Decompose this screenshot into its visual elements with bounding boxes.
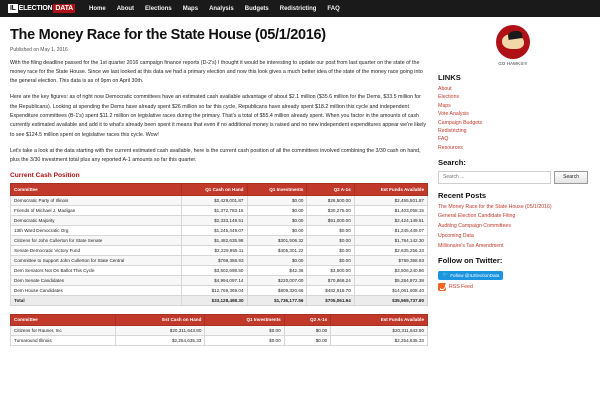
cash-position-table xyxy=(10,183,428,306)
cell-cash: $2,333,149.51 xyxy=(181,215,247,225)
cell-a1s: $3,500.00 xyxy=(307,265,354,275)
cell-total-a1s: $705,061.94 xyxy=(307,295,354,305)
cell-available: $20,311,643.80 xyxy=(331,326,428,336)
paragraph-1-text: With the filing deadline passed for the 1st quarter 2016 campaign finance reports (D-2's) I thought it would be interesting to update our post from last quarter on the state of the money race for the State House. Since we last looked at this data we had a primary election and now this look gives a much better idea of the state of the money race going into the general election. This data is as of 9pm on April 30th. xyxy=(10,59,423,85)
page-title: The Money Race for the State House (05/1/2016) xyxy=(10,27,326,43)
cell-investments: $0.00 xyxy=(247,205,307,215)
cell-investments: $0.00 xyxy=(247,255,307,265)
recent-post-money-race[interactable]: The Money Race for the State House (05/1/2016) xyxy=(438,203,552,210)
logo-data: DATA xyxy=(55,5,74,12)
sidebar-item-redistricting[interactable]: Redistricting xyxy=(438,127,467,134)
blackhawks-logo-icon xyxy=(496,25,530,59)
nav-item-maps[interactable]: Maps xyxy=(182,5,199,12)
cell-cash: $1,245,449.07 xyxy=(181,225,247,235)
table-row xyxy=(11,225,428,235)
twitter-follow-button[interactable] xyxy=(438,271,503,280)
cell-investments: $0.00 xyxy=(247,195,307,205)
rss-label: RSS Feed xyxy=(449,284,473,291)
site-logo[interactable] xyxy=(8,4,75,13)
table-row xyxy=(11,195,428,205)
cell-available: $2,424,149.51 xyxy=(354,215,427,225)
sidebar-item-elections[interactable]: Elections xyxy=(438,94,460,101)
col-committee: Committee xyxy=(11,184,182,196)
list-item xyxy=(438,128,588,134)
search-form xyxy=(438,171,588,184)
cell-cash: $2,429,001.87 xyxy=(181,195,247,205)
cell-cash: $1,482,635.98 xyxy=(181,235,247,245)
cell-committee: Committee to Support John Cullerton for State Central xyxy=(11,255,182,265)
cell-investments: $405,301.22 xyxy=(247,245,307,255)
recent-post-general-election-filing[interactable]: General Election Candidate Filing xyxy=(438,213,516,220)
cell-investments: $0.00 xyxy=(247,225,307,235)
rss-icon xyxy=(438,283,446,291)
cell-committee: Citizens for John Cullerton for State Senate xyxy=(11,235,182,245)
logo-il: IL xyxy=(10,5,16,12)
sidebar-item-maps[interactable]: Maps xyxy=(438,102,451,109)
list-item xyxy=(438,111,588,117)
recent-post-millionaires-tax[interactable]: Millionaire's Tax Amendment xyxy=(438,242,504,249)
cell-a1s: $0.00 xyxy=(307,225,354,235)
sidebar-item-resources[interactable]: Resources xyxy=(438,144,463,151)
cell-cash: $12,769,369.04 xyxy=(181,285,247,295)
table-header-row xyxy=(11,184,428,196)
cell-investments: $0.00 xyxy=(205,326,284,336)
col-committee: Committee xyxy=(11,314,116,326)
article-paragraph-2: Here are the key figures: as of right now Democratic committees have an estimated cash available advantage of about $2.1 million ($35.6 million for the Dems, $33.5 million for the Republicans). Looking at spending the Dems have already spent $26 million so far this cycle, Republicans have already spent $18.2 million this cycle and independent Expenditure committees (B-1's) spent $11.2 million on legislative races during the primary. That's a total of $55.4 million already spent. When you factor in the amounts of cash currently estimated available and add it to what's already been spent it means that even if no additional money is raised and no new independent expenditures appear we're likely to see $124.5 million spent on legislative races this cycle. Wow! xyxy=(10,94,427,138)
cell-cash: $3,502,698.50 xyxy=(181,265,247,275)
recent-post-upcoming-data[interactable]: Upcoming Data xyxy=(438,232,474,239)
cell-a1s: $91,000.00 xyxy=(307,215,354,225)
cell-committee: Democratic Party of Illinois xyxy=(11,195,182,205)
table-row xyxy=(11,205,428,215)
twitter-bird-icon: 🐦 xyxy=(442,272,449,279)
list-item xyxy=(438,94,588,100)
cell-a1s: $0.00 xyxy=(307,255,354,265)
list-item xyxy=(438,136,588,142)
col-est-funds-available: Est Funds Available xyxy=(354,184,427,196)
list-item xyxy=(438,204,588,211)
list-item xyxy=(438,120,588,126)
sidebar-links-list xyxy=(438,86,588,151)
cell-cash: $2,254,635.33 xyxy=(116,336,205,346)
search-input[interactable] xyxy=(438,171,551,184)
nav-item-faq[interactable]: FAQ xyxy=(327,5,340,12)
top-navbar xyxy=(0,0,600,17)
cell-total-cash: $33,128,498.30 xyxy=(181,295,247,305)
col-q1-investments: Q1 Investments xyxy=(247,184,307,196)
cell-available: $14,061,608.40 xyxy=(354,285,427,295)
col-q1-cash-on-hand: Q1 Cash on Hand xyxy=(181,184,247,196)
nav-item-home[interactable]: Home xyxy=(89,5,106,12)
cell-available: $2,455,501.87 xyxy=(354,195,427,205)
table-row xyxy=(11,285,428,295)
col-q2-a1s: Q2 A-1s xyxy=(284,314,331,326)
cell-a1s: $70,868.24 xyxy=(307,275,354,285)
cell-available: $769,358.93 xyxy=(354,255,427,265)
cell-committee: Democratic Majority xyxy=(11,215,182,225)
cell-available: $1,245,449.07 xyxy=(354,225,427,235)
search-heading: Search: xyxy=(438,157,466,167)
table-total-row xyxy=(11,295,428,305)
col-est-cash-on-hand: Est Cash on Hand xyxy=(116,314,205,326)
publish-date: Published on May 1, 2016 xyxy=(10,46,68,53)
cell-cash: $2,229,955.11 xyxy=(181,245,247,255)
cell-investments: $0.00 xyxy=(247,215,307,225)
recent-posts-list xyxy=(438,204,588,250)
page-body xyxy=(0,17,600,346)
rss-feed-link[interactable] xyxy=(438,283,588,291)
cell-cash: $4,994,097.14 xyxy=(181,275,247,285)
nav-item-budgets[interactable]: Budgets xyxy=(244,5,269,12)
cell-total-label: Total xyxy=(11,295,182,305)
table-row xyxy=(11,326,428,336)
cell-a1s: $30,275.00 xyxy=(307,205,354,215)
cell-available: $2,254,635.33 xyxy=(331,336,428,346)
cell-available: $1,403,058.15 xyxy=(354,205,427,215)
sidebar-links-heading: LINKS xyxy=(438,73,461,82)
blackhawks-caption: GO HAWKS!!! xyxy=(498,61,528,66)
section-heading-current-cash-position: Current Cash Position xyxy=(10,172,80,180)
table-row xyxy=(11,215,428,225)
col-q2-a1s: Q2 A-1s xyxy=(307,184,354,196)
cell-a1s: $26,500.00 xyxy=(307,195,354,205)
cell-committee: Citizens for Rauner, Inc xyxy=(11,326,116,336)
nav-item-about[interactable]: About xyxy=(116,5,135,12)
table-row xyxy=(11,275,428,285)
table-spacer xyxy=(10,306,428,314)
table-row xyxy=(11,336,428,346)
cell-available: $1,784,142.30 xyxy=(354,235,427,245)
search-button[interactable]: Search xyxy=(554,171,588,184)
article-paragraph-1 xyxy=(10,59,428,87)
cell-cash: $769,358.93 xyxy=(181,255,247,265)
nav-item-analysis[interactable]: Analysis xyxy=(209,5,234,12)
cell-committee: Dem House Candidates xyxy=(11,285,182,295)
cell-committee: Senate Democratic Victory Fund xyxy=(11,245,182,255)
table-row xyxy=(11,265,428,275)
article-column xyxy=(10,23,428,346)
cell-investments: $301,506.32 xyxy=(247,235,307,245)
cell-investments: $809,320.66 xyxy=(247,285,307,295)
cell-cash: $1,372,783.15 xyxy=(181,205,247,215)
cell-available: $2,635,256.33 xyxy=(354,245,427,255)
list-item xyxy=(438,233,588,240)
list-item xyxy=(438,145,588,151)
article-paragraph-3: Let's take a look at the data starting with the current estimated cash available, here is the current cash position of all the committees involved combining the 3/30 cash on hand, plus the 3/30 investment total plus any reported A-1 amounts so far this quarter. xyxy=(10,147,421,164)
twitter-follow-label: Follow @ILElectionData xyxy=(450,273,500,279)
twitter-heading: Follow on Twitter: xyxy=(438,256,503,266)
sidebar-item-campaign-budgets[interactable]: Campaign Budgets xyxy=(438,119,483,126)
cell-available: $3,506,240.86 xyxy=(354,265,427,275)
list-item xyxy=(438,213,588,220)
sidebar-item-faq[interactable]: FAQ xyxy=(438,136,449,143)
nav-item-elections[interactable]: Elections xyxy=(145,5,172,12)
cell-a1s: $0.00 xyxy=(284,326,331,336)
cell-a1s: $0.00 xyxy=(307,245,354,255)
table-row xyxy=(11,255,428,265)
list-item xyxy=(438,243,588,250)
col-q1-investments: Q1 Investments xyxy=(205,314,284,326)
cell-investments: $220,007.00 xyxy=(247,275,307,285)
cell-total-investments: $1,736,177.56 xyxy=(247,295,307,305)
list-item xyxy=(438,103,588,109)
cell-a1s: $482,918.70 xyxy=(307,285,354,295)
cell-investments: $42.36 xyxy=(247,265,307,275)
cell-investments: $0.00 xyxy=(205,336,284,346)
cell-a1s: $0.00 xyxy=(307,235,354,245)
sidebar-item-vote-analysis[interactable]: Vote Analysis xyxy=(438,111,469,118)
table-row xyxy=(11,245,428,255)
nav-links xyxy=(89,6,340,12)
cell-total-available: $35,569,737.80 xyxy=(354,295,427,305)
recent-post-auditing-committees[interactable]: Auditing Campaign Committees xyxy=(438,223,511,230)
table-row xyxy=(11,235,428,245)
cell-a1s: $0.00 xyxy=(284,336,331,346)
table-header-row xyxy=(11,314,428,326)
recent-posts-heading: Recent Posts xyxy=(438,190,487,200)
logo-election: ELECTION xyxy=(18,5,53,12)
nav-item-redistricting[interactable]: Redistricting xyxy=(279,5,317,12)
cell-committee: 13th Ward Democratic Org xyxy=(11,225,182,235)
cell-committee: Friends of Michael J. Madigan xyxy=(11,205,182,215)
cell-committee: Turnaround Illinois xyxy=(11,336,116,346)
sidebar xyxy=(438,23,588,346)
sidebar-item-about[interactable]: About xyxy=(438,86,452,92)
cell-committee: Dem Senators Not On Ballot This Cycle xyxy=(11,265,182,275)
cell-cash: $20,311,643.80 xyxy=(116,326,205,336)
col-est-funds-available: Est Funds Available xyxy=(331,314,428,326)
cell-available: $5,284,972.38 xyxy=(354,275,427,285)
list-item xyxy=(438,223,588,230)
cell-committee: Dem Senate Candidates xyxy=(11,275,182,285)
list-item xyxy=(438,86,588,92)
republican-cash-table xyxy=(10,314,428,347)
